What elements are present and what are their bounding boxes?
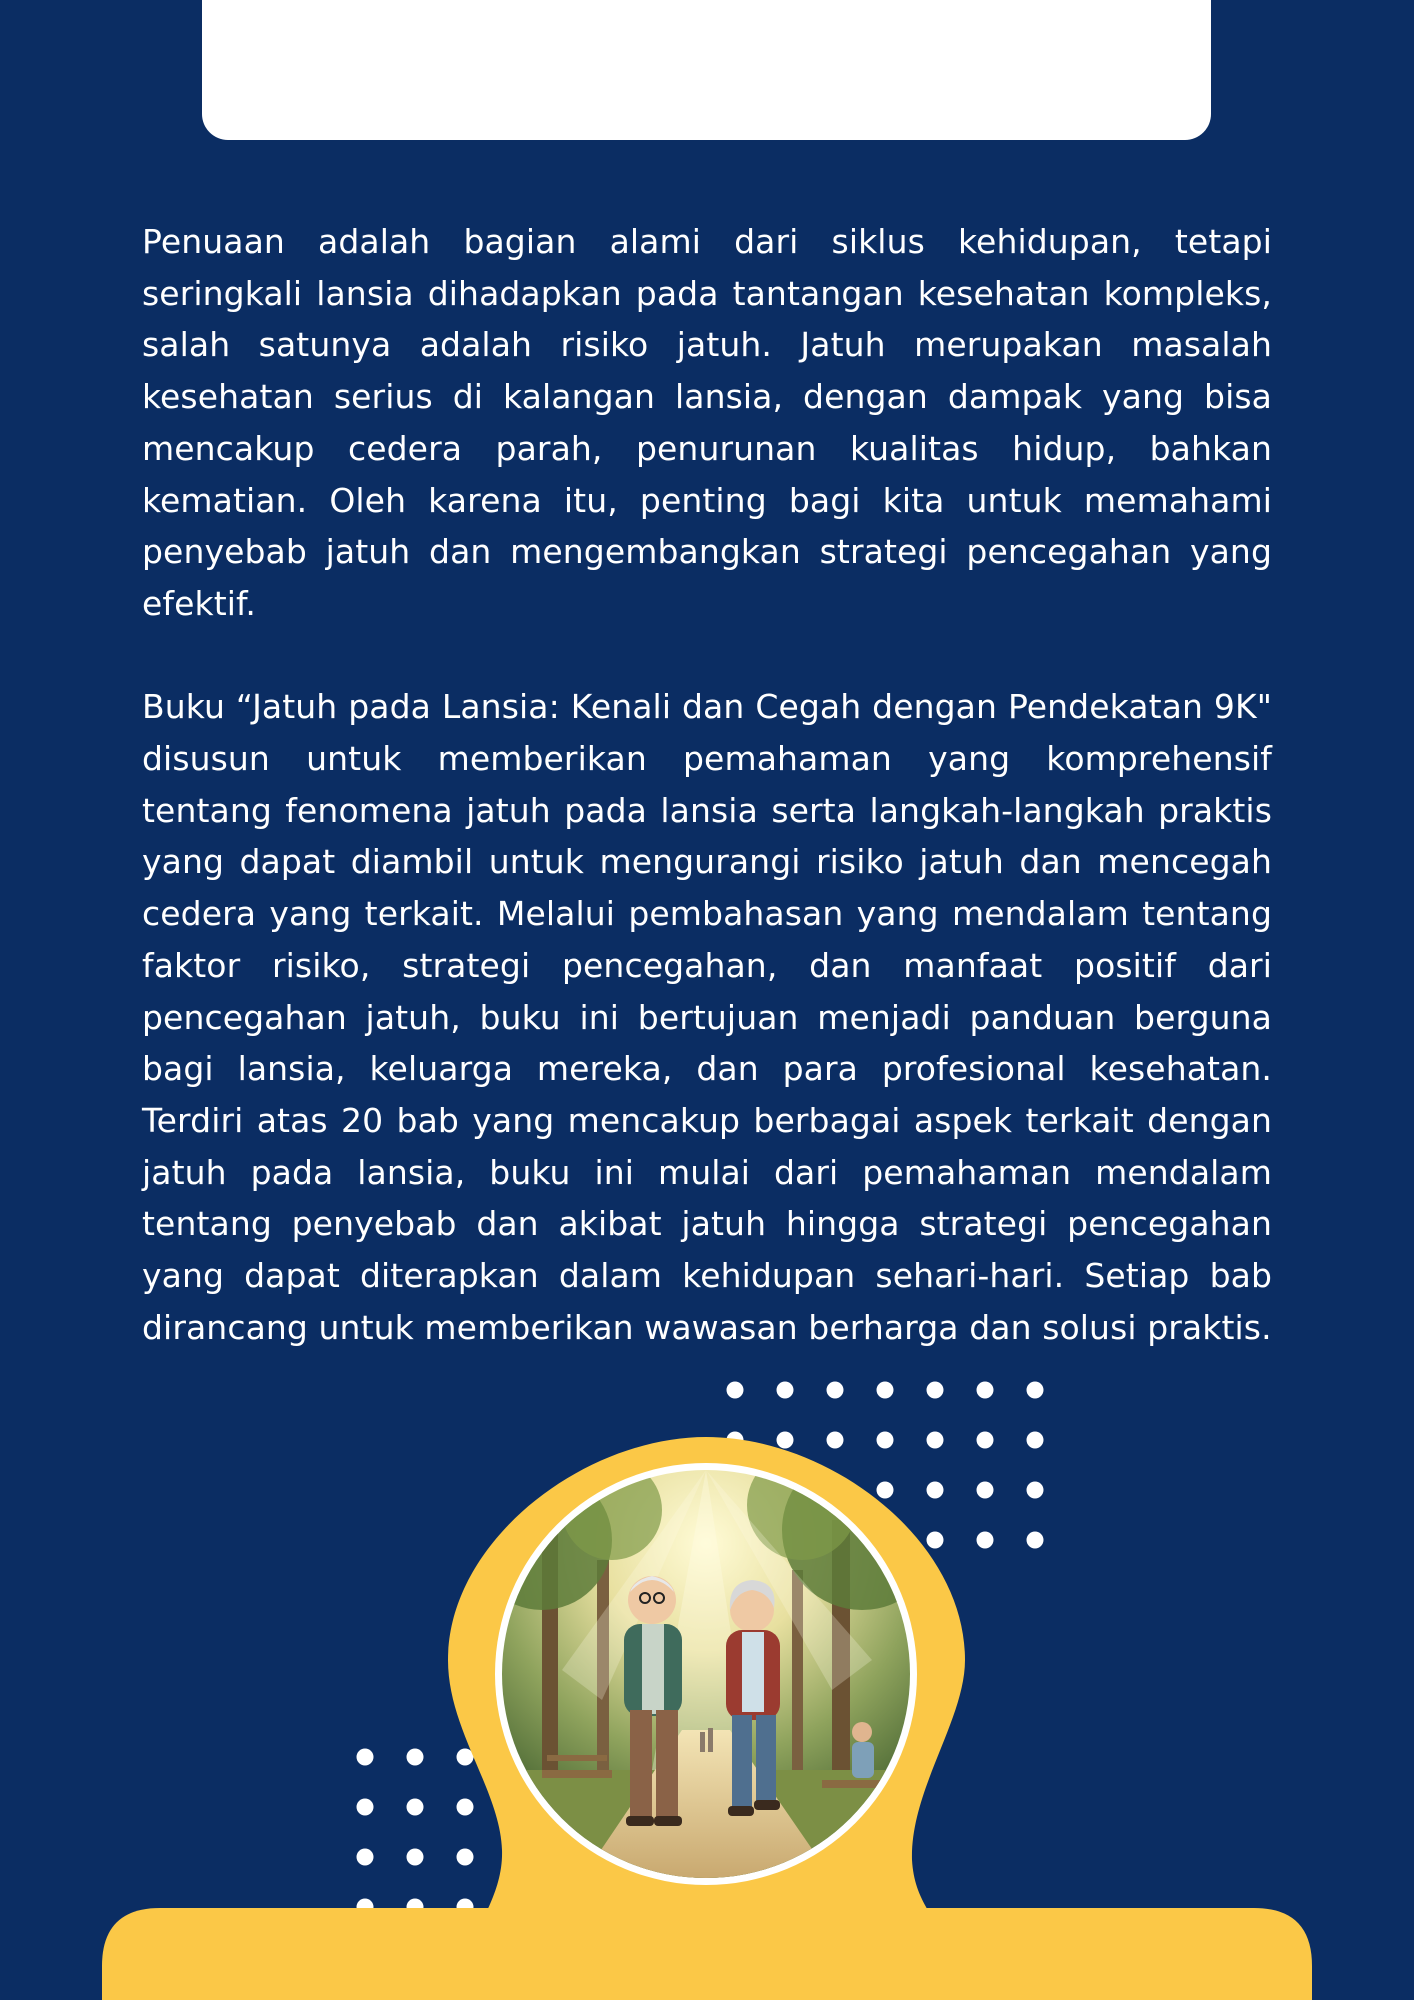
paragraph-book-description: Buku “Jatuh pada Lansia: Kenali dan Cegah dengan Pendekatan 9K" disusun untuk memberikan pemahaman yang komprehensif tentang fenomena jatuh pada lansia serta langkah-langkah praktis yang dapat diambil untuk mengurangi risiko jatuh dan mencegah cedera yang terkait. Melalui pembahasan yang mendalam tentang faktor risiko, strategi pencegahan, dan manfaat positif dari pencegahan jatuh, buku ini bertujuan menjadi panduan berguna bagi lansia, keluarga mereka, dan para profesional kesehatan. Terdiri atas 20 bab yang mencakup berbagai aspek terkait dengan jatuh pada lansia, buku ini mulai dari pemahaman mendalam tentang penyebab dan akibat jatuh hingga strategi pencegahan yang dapat diterapkan dalam kehidupan sehari-hari. Setiap bab dirancang untuk memberikan wawasan berharga dan solusi praktis. bbox=[142, 687, 1272, 1347]
paragraph-intro: Penuaan adalah bagian alami dari siklus kehidupan, tetapi seringkali lansia dihadapkan pada tantangan kesehatan kompleks, salah satunya adalah risiko jatuh. Jatuh merupakan masalah kesehatan serius di kalangan lansia, dengan dampak yang bisa mencakup cedera parah, penurunan kualitas hidup, bahkan kematian. Oleh karena itu, penting bagi kita untuk memahami penyebab jatuh dan mengembangkan strategi pencegahan yang efektif. bbox=[142, 222, 1272, 623]
elderly-couple-walking-illustration bbox=[502, 1470, 910, 1878]
yellow-bottom-banner bbox=[102, 1908, 1312, 2000]
